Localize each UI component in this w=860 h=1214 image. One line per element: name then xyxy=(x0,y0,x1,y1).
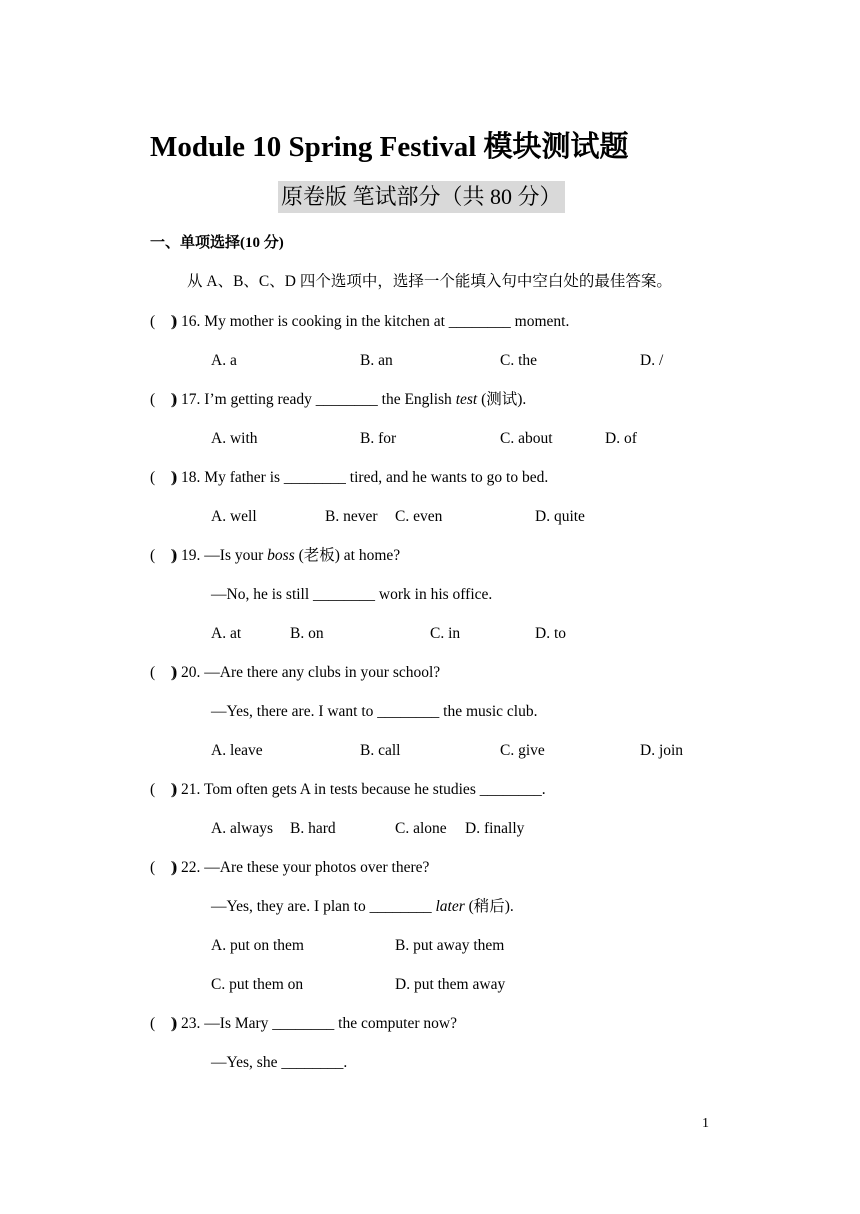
option-d: D. quite xyxy=(535,508,585,525)
option-c: C. about xyxy=(500,430,553,447)
option-b: B. hard xyxy=(290,820,336,837)
answer-paren: ( ) xyxy=(150,547,176,564)
option-b: B. put away them xyxy=(395,937,505,954)
option-b: B. never xyxy=(325,508,378,525)
option-d: D. of xyxy=(605,430,637,447)
option-c: C. give xyxy=(500,742,545,759)
option-d: D. put them away xyxy=(395,976,506,993)
question-19-reply: —No, he is still ________ work in his office. xyxy=(211,586,493,603)
option-a: A. always xyxy=(211,820,273,837)
question-18: ) 18. My father is ________ tired, and he wants to go to bed. xyxy=(172,469,549,486)
question-20-reply: —Yes, there are. I want to ________ the music club. xyxy=(211,703,538,720)
question-16: ) 16. My mother is cooking in the kitchen at ________ moment. xyxy=(172,313,570,330)
section-heading: 一、单项选择(10 分) xyxy=(150,235,284,251)
question-19: ) 19. —Is your boss (老板) at home? xyxy=(172,547,401,564)
option-a: A. put on them xyxy=(211,937,304,954)
answer-paren: ( ) xyxy=(150,469,176,486)
question-22-reply: —Yes, they are. I plan to ________ later (稍后). xyxy=(211,898,514,915)
option-c: C. the xyxy=(500,352,538,369)
question-23: ) 23. —Is Mary ________ the computer now? xyxy=(172,1015,457,1032)
option-b: B. on xyxy=(290,625,324,642)
option-d: D. / xyxy=(640,352,664,369)
answer-paren: ( ) xyxy=(150,859,176,876)
answer-paren: ( ) xyxy=(150,313,176,330)
option-a: A. with xyxy=(211,430,258,447)
question-23-reply: —Yes, she ________. xyxy=(211,1054,348,1071)
document-subtitle: 原卷版 笔试部分（共 80 分） xyxy=(278,181,565,213)
document-title: Module 10 Spring Festival 模块测试题 xyxy=(150,131,629,163)
option-a: A. well xyxy=(211,508,257,525)
option-a: A. leave xyxy=(211,742,263,759)
section-instruction: 从 A、B、C、D 四个选项中，选择一个能填入句中空白处的最佳答案。 xyxy=(187,273,672,290)
option-c: C. alone xyxy=(395,820,447,837)
question-17: ) 17. I’m getting ready ________ the English test (测试). xyxy=(172,391,527,408)
option-d: D. to xyxy=(535,625,566,642)
option-a: A. at xyxy=(211,625,242,642)
question-20: ) 20. —Are there any clubs in your school? xyxy=(172,664,441,681)
option-b: B. call xyxy=(360,742,401,759)
option-c: C. put them on xyxy=(211,976,304,993)
option-a: A. a xyxy=(211,352,237,369)
option-c: C. in xyxy=(430,625,461,642)
option-d: D. join xyxy=(640,742,684,759)
answer-paren: ( ) xyxy=(150,781,176,798)
page-number: 1 xyxy=(702,1116,709,1131)
option-b: B. for xyxy=(360,430,397,447)
question-21: ) 21. Tom often gets A in tests because he studies ________. xyxy=(172,781,546,798)
question-22: ) 22. —Are these your photos over there? xyxy=(172,859,430,876)
option-d: D. finally xyxy=(465,820,525,837)
option-c: C. even xyxy=(395,508,443,525)
answer-paren: ( ) xyxy=(150,391,176,408)
answer-paren: ( ) xyxy=(150,664,176,681)
answer-paren: ( ) xyxy=(150,1015,176,1032)
option-b: B. an xyxy=(360,352,393,369)
